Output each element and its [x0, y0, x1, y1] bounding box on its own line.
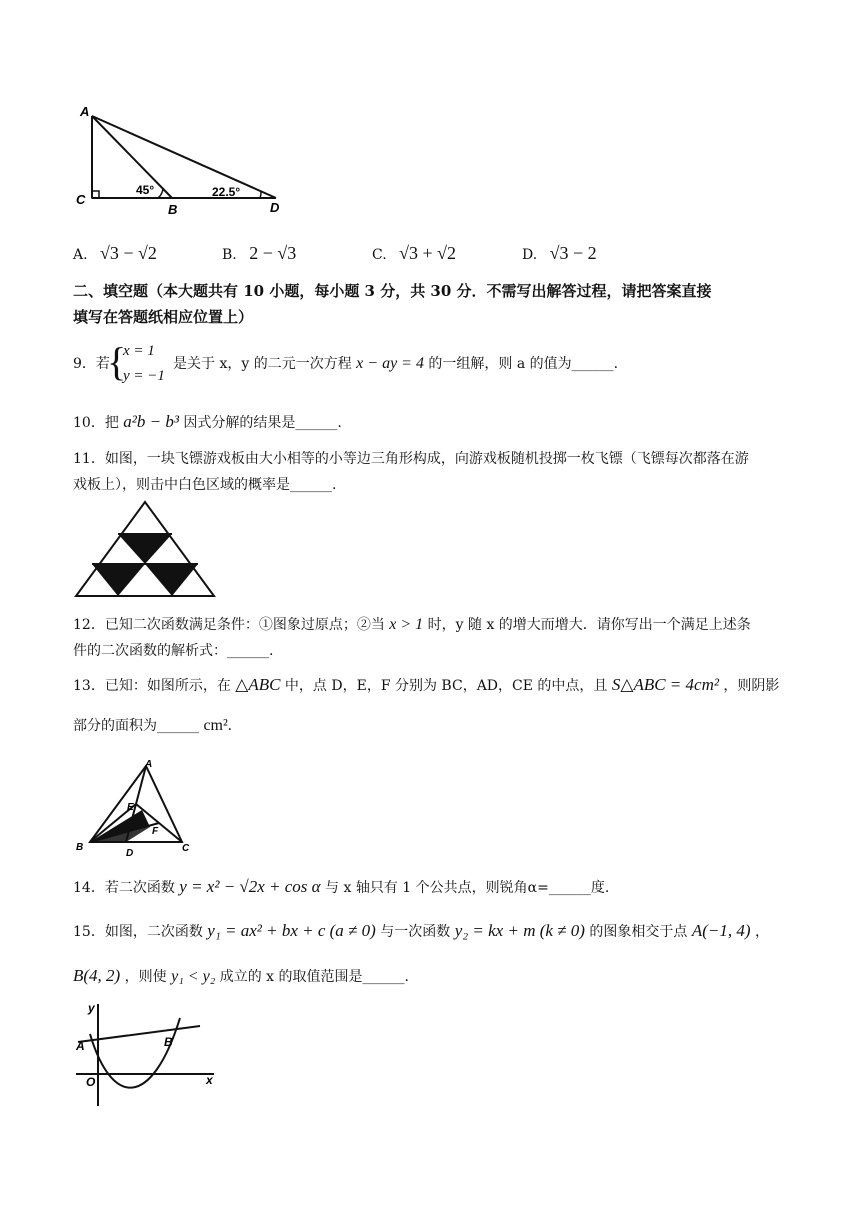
q8-label-a: A: [80, 104, 90, 119]
q8-label-d: D: [270, 200, 280, 215]
q11-dartboard-figure: [72, 500, 218, 600]
q8-triangle-figure: [70, 100, 290, 220]
question-13: 13．已知：如图所示，在 △ABC 中，点 D，E，F 分别为 BC，AD，CE 的中点，且 S△ABC = 4cm² ，则阴影 部分的面积为______ cm².: [73, 675, 780, 734]
question-10: 10．把 a²b − b³ 因式分解的结果是______.: [73, 412, 342, 431]
q8-option-c: C. √3 + √2: [372, 243, 457, 263]
q8-option-d: D. √3 − 2: [522, 243, 597, 263]
question-14: 14．若二次函数 y = x² − √2x + cos α 与 x 轴只有 1 个公共点，则锐角α=______度.: [73, 877, 610, 896]
q15-label-b: B: [164, 1035, 173, 1049]
q8-label-b: B: [168, 202, 178, 217]
q13-label-f: F: [152, 826, 159, 837]
q9-brace: {: [107, 339, 127, 384]
q8-angle-45: 45°: [136, 183, 155, 197]
q8-option-b: B. 2 − √3: [222, 243, 297, 263]
q13-label-d: D: [126, 848, 134, 858]
question-9: 9．若 { x = 1 y = −1 是关于 x，y 的二元一次方程 x − ay = 4 的一组解，则 a 的值为______.: [73, 339, 619, 384]
q8-label-c: C: [76, 192, 86, 207]
q15-label-o: O: [86, 1075, 96, 1089]
question-12: 12．已知二次函数满足条件：①图象过原点；②当 x > 1 时，y 随 x 的增大而增大．请你写出一个满足上述条 件的二次函数的解析式：______.: [73, 616, 751, 659]
q15-label-y: y: [88, 1001, 95, 1015]
q8-option-a: A. √3 − √2: [73, 243, 157, 263]
question-11: 11．如图，一块飞镖游戏板由大小相等的小等边三角形构成，向游戏板随机投掷一枚飞镖（飞镖每次都落在游 戏板上），则击中白色区域的概率是______.: [73, 451, 749, 493]
q13-triangle-figure: [72, 758, 202, 858]
q8-angle-225: 22.5°: [212, 185, 241, 199]
question-15: 15．如图，二次函数 y₁ = ax² + bx + c (a ≠ 0) 与一次函数 y₂ = kx + m (k ≠ 0) 的图象相交于点 A(−1, 4) ， B(4, 2) ，则使 y₁ < y₂ 成立的 x 的取值范围是______.: [73, 921, 769, 985]
q15-graph-figure: [72, 998, 222, 1110]
q13-label-e: E: [127, 802, 134, 813]
q13-label-c: C: [182, 843, 190, 854]
section-heading: 二、填空题（本大题共有 10 小题，每小题 3 分，共 30 分．不需写出解答过程，请把答案直接 填写在答题纸相应位置上）: [73, 282, 712, 326]
q13-label-a: A: [145, 759, 153, 770]
q15-label-x: x: [206, 1073, 213, 1087]
q15-label-a: A: [76, 1039, 85, 1053]
q13-label-b: B: [76, 842, 84, 853]
